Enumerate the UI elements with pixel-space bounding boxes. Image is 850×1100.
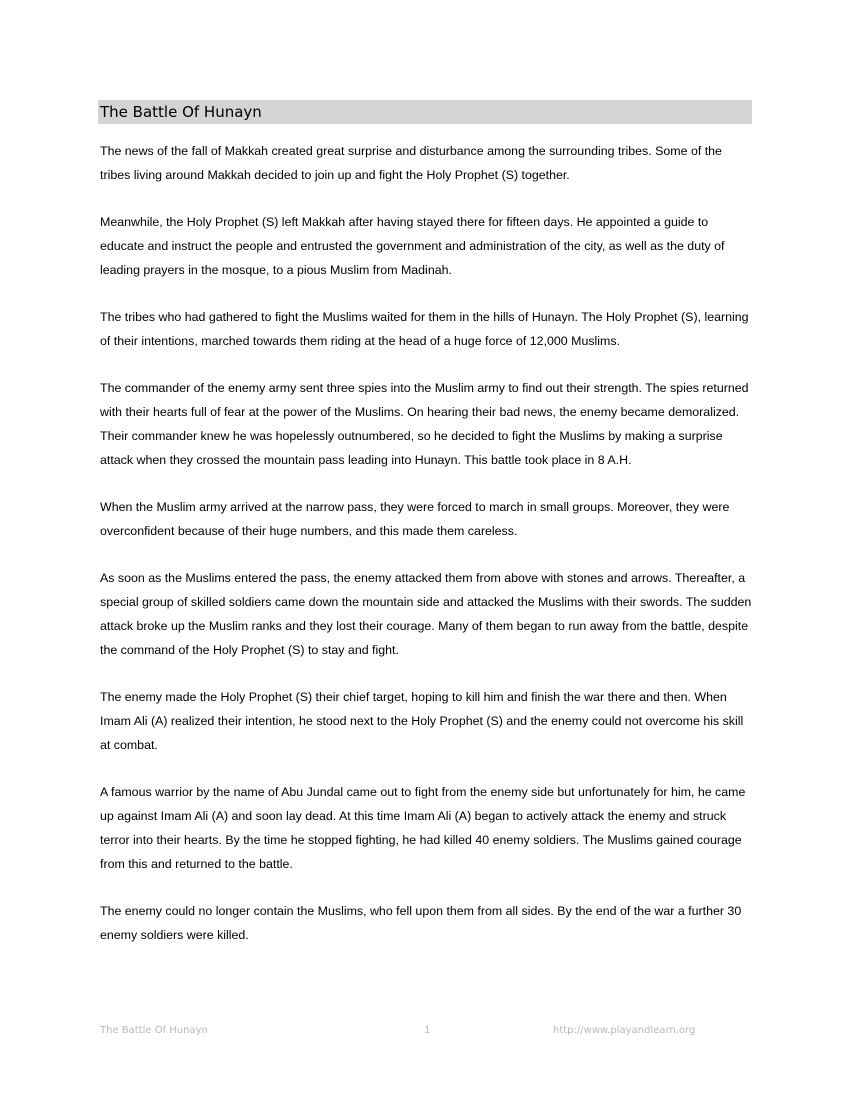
paragraph-8: A famous warrior by the name of Abu Jundal came out to fight from the enemy side but unfortunately for him, he came up against Imam Ali (A) and soon lay dead. At this time Imam Ali (A) began to actively attack the enemy and struck terror into their hearts. By the time he stopped fighting, he had killed 40 enemy soldiers. The Muslims gained courage from this and returned to the battle. <box>100 785 746 871</box>
footer-website-url: http://www.playandlearn.org <box>553 1025 696 1036</box>
page-footer <box>100 1025 700 1041</box>
paragraph-9: The enemy could no longer contain the Muslims, who fell upon them from all sides. By the end of the war a further 30 enemy soldiers were killed. <box>100 904 742 942</box>
paragraph-4: The commander of the enemy army sent three spies into the Muslim army to find out their strength. The spies returned with their hearts full of fear at the power of the Muslims. On hearing their bad news, the enemy became demoralized. Their commander knew he was hopelessly outnumbered, so he decided to fight the Muslims by making a surprise attack when they crossed the mountain pass leading into Hunayn. This battle took place in 8 A.H. <box>100 381 749 467</box>
document-body <box>98 100 752 970</box>
footer-document-title: The Battle Of Hunayn <box>100 1025 208 1036</box>
paragraph-2: Meanwhile, the Holy Prophet (S) left Makkah after having stayed there for fifteen days. He appointed a guide to educate and instruct the people and entrusted the government and administration of the city, as well as the duty of leading prayers in the mosque, to a pious Muslim from Madinah. <box>100 215 725 277</box>
footer-page-number: 1 <box>424 1025 431 1036</box>
paragraph-7: The enemy made the Holy Prophet (S) their chief target, hoping to kill him and finish the war there and then. When Imam Ali (A) realized their intention, he stood next to the Holy Prophet (S) and the enemy could not overcome his skill at combat. <box>100 690 744 752</box>
paragraph-1: The news of the fall of Makkah created great surprise and disturbance among the surrounding tribes. Some of the tribes living around Makkah decided to join up and fight the Holy Prophet (S) together. <box>100 144 722 182</box>
document-title: The Battle Of Hunayn <box>98 100 752 124</box>
paragraph-6: As soon as the Muslims entered the pass, the enemy attacked them from above with stones and arrows. Thereafter, a special group of skilled soldiers came down the mountain side and attacked the Muslims with their swords. The sudden attack broke up the Muslim ranks and they lost their courage. Many of them began to run away from the battle, despite the command of the Holy Prophet (S) to stay and fight. <box>100 571 752 657</box>
paragraph-5: When the Muslim army arrived at the narrow pass, they were forced to march in small groups. Moreover, they were overconfident because of their huge numbers, and this made them careless. <box>100 500 730 538</box>
paragraph-3: The tribes who had gathered to fight the Muslims waited for them in the hills of Hunayn. The Holy Prophet (S), learning of their intentions, marched towards them riding at the head of a huge force of 12,000 Muslims. <box>100 310 749 348</box>
